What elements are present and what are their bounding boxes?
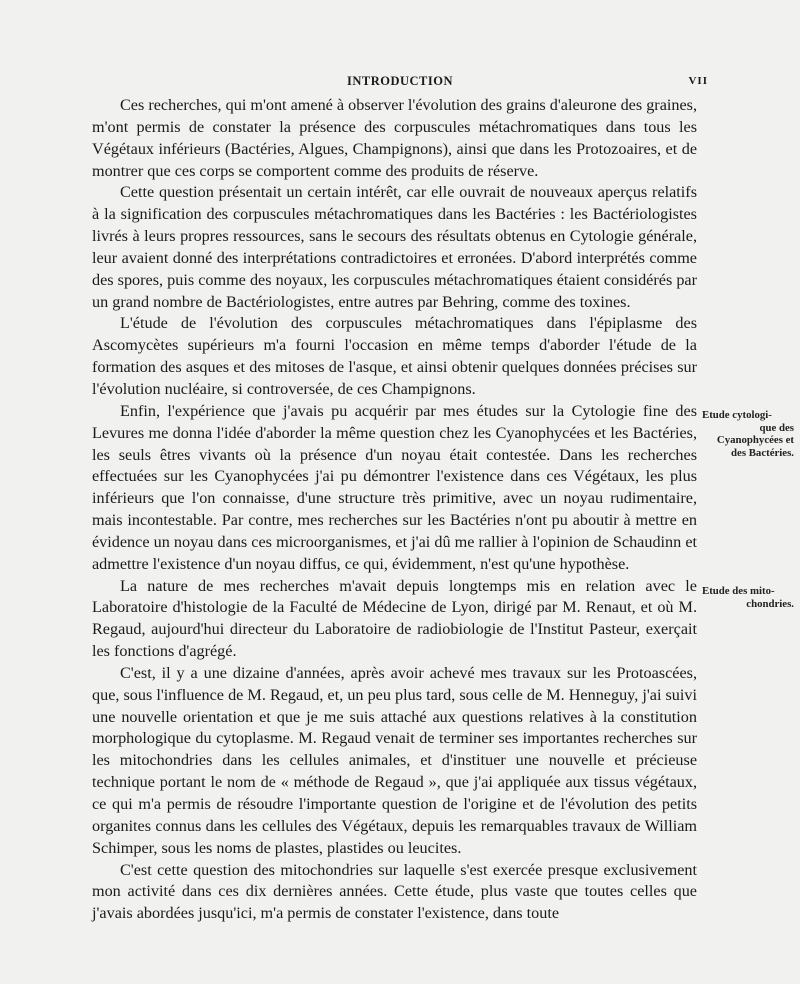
- paragraph: L'étude de l'évolution des corpuscules métachromatiques dans l'épiplasme des Ascomycètes supérieurs m'a fourni l'occasion en même temps d'aborder l'étude de la formation des asques et des mitoses de l'asque, et ainsi obtenir quelques données précises sur l'évolution nucléaire, si controversée, de ces Champignons.: [92, 314, 697, 398]
- marginal-note: [702, 585, 794, 610]
- paragraph: La nature de mes recherches m'avait depuis longtemps mis en relation avec le Laboratoire d'histologie de la Faculté de Médecine de Lyon, dirigé par M. Renaut, et où M. Regaud, aujourd'hui directeur du Laboratoire de radiobiologie de l'Institut Pasteur, exerçait les fonctions d'agrégé.: [92, 576, 697, 661]
- paragraph: Ces recherches, qui m'ont amené à observer l'évolution des grains d'aleurone des graines, m'ont permis de constater la présence des corpuscules métachromatiques dans tous les Végétaux inférieurs (Bactéries, Algues, Champignons), ainsi que dans les Protozoaires, et de montrer que ces corps se comportent comme des produits de réserve.: [92, 96, 697, 180]
- paragraph: Enfin, l'expérience que j'avais pu acquérir par mes études sur la Cytologie fine des Levures me donna l'idée d'aborder la même question chez les Cyanophycées et les Bactéries, les seuls êtres vivants où la présence d'un noyau était contestée. Dans les recherches effectuées sur les Cyanophycées j'ai pu démontrer l'existence dans ces Végétaux, les plus inférieurs que l'on connaisse, d'une structure très primitive, avec un noyau rudimentaire, mais incontestable. Par contre, mes recherches sur les Bactéries n'ont pu aboutir à mettre en évidence un noyau dans ces microorganismes, et j'ai dû me rallier à l'opinion de Schaudinn et admettre l'existence d'un noyau diffus, ce qui, évidemment, n'est qu'une hypothèse.: [92, 401, 697, 573]
- page-title: INTRODUCTION: [346, 74, 453, 88]
- body-text: [92, 95, 697, 925]
- paragraph: Cette question présentait un certain intérêt, car elle ouvrait de nouveaux aperçus relatifs à la signification des corpuscules métachromatiques dans les Bactéries : les Bactériologistes livrés à leurs propres ressources, sans le secours des résultats obtenus en Cytologie générale, leur avaient donné des interprétations contradictoires et erronées. D'abord interprétés comme des spores, puis comme des noyaux, les corpuscules métachromatiques étaient considérés par un grand nombre de Bactériologistes, entre autres par Behring, comme des toxines.: [92, 183, 697, 311]
- marginal-note: [702, 409, 794, 459]
- marginal-note-first-line: Etude cytologi-: [702, 409, 772, 421]
- marginal-note-first-line: Etude des mito-: [702, 585, 775, 597]
- running-head: [92, 72, 708, 92]
- marginal-note-text: que des Cyanophycées et des Bactéries.: [716, 421, 794, 459]
- paragraph: C'est cette question des mitochondries sur laquelle s'est exercée presque exclusivement mon activité dans ces dix dernières années. Cette étude, plus vaste que toutes celles que j'avais abordées jusqu'ici, m'a permis de constater l'existence, dans toute: [92, 860, 697, 923]
- paragraph: C'est, il y a une dizaine d'années, après avoir achevé mes travaux sur les Protoascées, que, sous l'influence de M. Regaud, et, un peu plus tard, sous celle de M. Henneguy, j'ai suivi une nouvelle orientation et que je me suis attaché aux questions relatives à la constitution morphologique du cytoplasme. M. Regaud venait de terminer ses importantes recherches sur les mitochondries dans les cellules animales, et d'instituer une nouvelle et précieuse technique portant le nom de « méthode de Regaud », que j'ai appliquée aux tissus végétaux, ce qui m'a permis de résoudre l'importante question de l'origine et de l'évolution des petits organites connus dans les cellules des Végétaux, depuis les remarquables travaux de William Schimper, sous les noms de plastes, plastides ou leucites.: [92, 663, 697, 857]
- marginal-note-text: chondries.: [746, 597, 794, 610]
- page-number: VII: [688, 75, 708, 87]
